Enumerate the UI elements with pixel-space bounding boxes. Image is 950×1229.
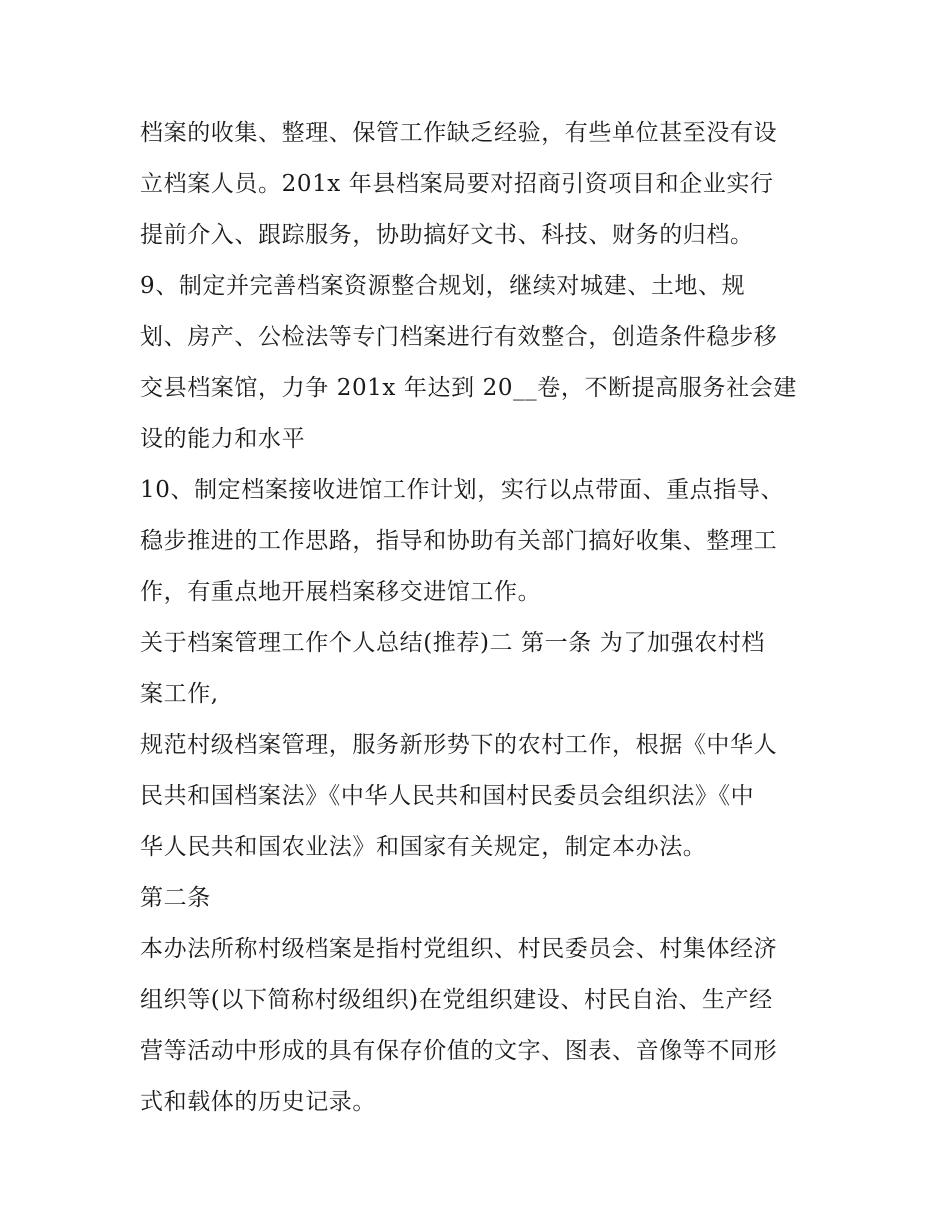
text-line: 本办法所称村级档案是指村党组织、村民委员会、村集体经济 [140,936,778,962]
document-body [140,108,820,1128]
text-line: 作，有重点地开展档案移交进馆工作。 [140,579,542,605]
text-line: 关于档案管理工作个人总结(推荐)二 第一条 为了加强农村档 [140,630,765,656]
text-line: 9、制定并完善档案资源整合规划，继续对城建、土地、规 [140,273,746,299]
text-line: 案工作, [140,681,219,707]
text-line: 划、房产、公检法等专门档案进行有效整合，创造条件稳步移 [140,324,778,350]
text-line: 10、制定档案接收进馆工作计划，实行以点带面、重点指导、 [140,477,785,503]
text-line: 交县档案馆，力争 201x 年达到 20__卷，不断提高服务社会建 [140,375,797,401]
text-line: 规范村级档案管理，服务新形势下的农村工作，根据《中华人 [140,732,778,758]
text-line: 营等活动中形成的具有保存价值的文字、图表、音像等不同形 [140,1038,778,1064]
text-line: 立档案人员。201x 年县档案局要对招商引资项目和企业实行 [140,171,774,197]
text-line: 华人民共和国农业法》和国家有关规定，制定本办法。 [140,834,707,860]
text-line: 式和载体的历史记录。 [140,1089,376,1115]
text-line: 组织等(以下简称村级组织)在党组织建设、村民自治、生产经 [140,987,773,1013]
text-line: 档案的收集、整理、保管工作缺乏经验，有些单位甚至没有设 [140,120,778,146]
text-line: 提前介入、跟踪服务，协助搞好文书、科技、财务的归档。 [140,222,754,248]
text-line: 稳步推进的工作思路，指导和协助有关部门搞好收集、整理工 [140,528,778,554]
text-line: 民共和国档案法》《中华人民共和国村民委员会组织法》《中 [140,783,755,809]
text-line: 第二条 [140,885,211,911]
text-line: 设的能力和水平 [140,426,306,452]
